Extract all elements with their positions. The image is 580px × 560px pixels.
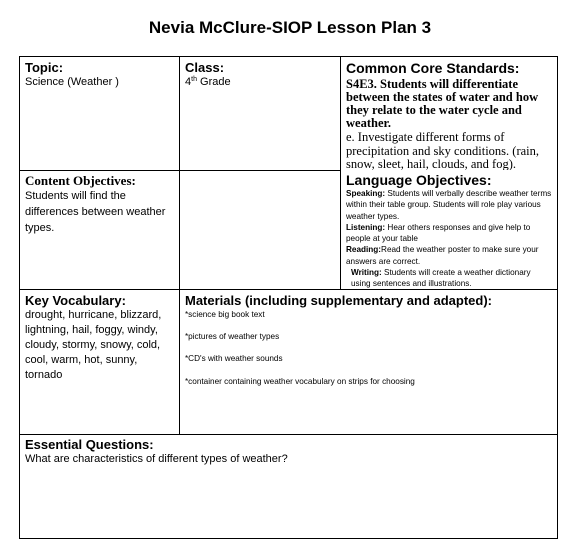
objective-text: Hear others responses and give help to people at your table bbox=[346, 222, 531, 244]
vocabulary-line: lightning, hail, foggy, windy, bbox=[25, 324, 158, 336]
language-objective-reading bbox=[346, 244, 552, 267]
materials-heading: Materials (including supplementary and adapted): bbox=[185, 293, 492, 308]
language-objectives-heading: Language Objectives: bbox=[346, 172, 492, 188]
vocabulary-line: cloudy, stormy, snowy, cold, bbox=[25, 339, 161, 351]
material-item: *pictures of weather types bbox=[185, 332, 280, 341]
grade-word: Grade bbox=[200, 76, 231, 88]
essential-questions-cell bbox=[20, 435, 557, 538]
vocabulary-line: cool, warm, hot, sunny, tornado bbox=[25, 354, 138, 381]
material-item: *CD's with weather sounds bbox=[185, 354, 283, 363]
topic-cell bbox=[20, 57, 179, 170]
language-objective-listening bbox=[346, 222, 552, 245]
objective-label: Listening: bbox=[346, 222, 386, 232]
class-cell bbox=[180, 57, 340, 170]
language-objective-writing bbox=[346, 267, 552, 289]
grade-suffix: th bbox=[191, 76, 197, 83]
objective-label: Speaking: bbox=[346, 189, 386, 198]
key-vocabulary-cell bbox=[20, 290, 179, 434]
content-objectives-heading: Content Objectives: bbox=[25, 173, 136, 188]
vocabulary-line: drought, hurricane, blizzard, bbox=[25, 309, 162, 321]
language-objective-speaking bbox=[346, 188, 552, 222]
objective-text: Students will create a weather dictionary using sentences and illustrations. bbox=[351, 268, 531, 289]
topic-value: Science (Weather ) bbox=[25, 76, 119, 88]
lesson-plan-table bbox=[19, 56, 558, 539]
objective-text: Read the weather poster to make sure your answers are correct. bbox=[346, 245, 539, 266]
material-item: *science big book text bbox=[185, 310, 265, 319]
key-vocabulary-heading: Key Vocabulary: bbox=[25, 293, 126, 308]
grade-number: 4 bbox=[185, 76, 192, 88]
common-core-standard: S4E3. Students will differentiate between the states of water and how they relate to the water cycle and weather. bbox=[346, 77, 539, 130]
essential-questions-text: What are characteristics of different types of weather? bbox=[25, 453, 288, 465]
material-item: *container containing weather vocabulary on strips for choosing bbox=[185, 377, 415, 386]
language-objectives-cell bbox=[341, 171, 557, 289]
essential-questions-heading: Essential Questions: bbox=[25, 437, 154, 452]
objective-label: Reading: bbox=[346, 245, 382, 255]
objective-label: Writing: bbox=[351, 268, 382, 278]
common-core-cell bbox=[341, 57, 557, 170]
content-objectives-cell bbox=[20, 171, 179, 289]
objective-text: Students will verbally describe weather terms within their table group. Students will role play various weather types. bbox=[346, 189, 552, 221]
topic-heading: Topic: bbox=[25, 60, 64, 75]
content-objectives-text: Students will find the differences between weather types. bbox=[25, 190, 166, 234]
class-value bbox=[185, 75, 335, 90]
common-core-item-e: e. Investigate different forms of precipitation and sky conditions. (rain, snow, sleet, hail, clouds, and fog). bbox=[346, 130, 540, 170]
materials-cell bbox=[180, 290, 557, 434]
class-heading: Class: bbox=[185, 60, 225, 75]
common-core-heading: Common Core Standards: bbox=[346, 60, 520, 76]
page-title: Nevia McClure-SIOP Lesson Plan 3 bbox=[148, 18, 432, 37]
